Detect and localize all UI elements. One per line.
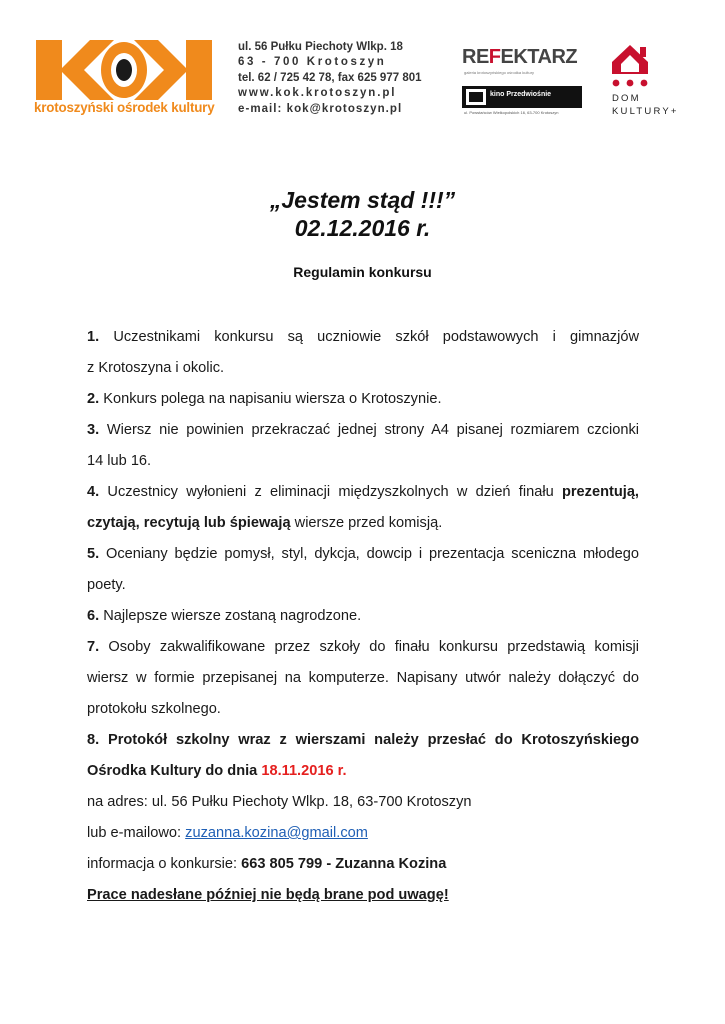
document-subtitle: Regulamin konkursu bbox=[293, 264, 432, 280]
late-submission-notice: Prace nadesłane później nie będą brane pod uwagę! bbox=[87, 887, 449, 903]
rules-list bbox=[87, 322, 639, 911]
rule-5-cont: poety. bbox=[87, 577, 126, 593]
rule-3-cont: 14 lub 16. bbox=[87, 453, 152, 469]
rule-8: 8. Protokół szkolny wraz z wierszami należy przesłać do Krotoszyńskiego bbox=[87, 732, 639, 748]
rule-3: 3. Wiersz nie powinien przekraczać jednej strony A4 pisanej rozmiarem czcionki bbox=[87, 422, 639, 438]
rule-7: 7. Osoby zakwalifikowane przez szkoły do finału konkursu przedstawią komisji bbox=[87, 639, 639, 655]
rule-5: 5. Oceniany będzie pomysł, styl, dykcja, dowcip i prezentacja sceniczna młodego bbox=[87, 546, 639, 562]
rule-4-cont: czytają, recytują lub śpiewają wiersze przed komisją. bbox=[87, 515, 443, 531]
contact-street: ul. 56 Pułku Piechoty Wlkp. 18 bbox=[238, 41, 403, 53]
contact-block bbox=[238, 40, 448, 117]
document-title: „Jestem stąd !!!” bbox=[269, 187, 456, 213]
document-date: 02.12.2016 r. bbox=[294, 215, 431, 241]
kino-logo bbox=[462, 86, 582, 108]
kino-label: kino Przedwiośnie bbox=[490, 91, 552, 98]
address-line: na adres: ul. 56 Pułku Piechoty Wlkp. 18, 63-700 Krotoszyn bbox=[87, 794, 472, 810]
dom-kultury-text: DOM KULTURY+ bbox=[612, 93, 679, 117]
refektarz-logo bbox=[462, 46, 586, 120]
kino-address: ul. Powstańców Wielkopolskich 16, 63-700 Krotoszyn bbox=[464, 110, 559, 115]
contact-email: e-mail: kok@krotoszyn.pl bbox=[238, 102, 403, 115]
kok-logo-caption: krotoszyński ośrodek kultury bbox=[34, 100, 215, 115]
refektarz-subtitle: galeria krotoszyńskiego ośrodka kultury bbox=[464, 70, 535, 75]
letterhead bbox=[0, 0, 725, 135]
email-line: lub e-mailowo: zuzanna.kozina@gmail.com bbox=[87, 825, 368, 841]
deadline-date: 18.11.2016 r. bbox=[261, 763, 347, 779]
refektarz-title: REFEKTARZ bbox=[462, 46, 578, 68]
rule-6: 6. Najlepsze wiersze zostaną nagrodzone. bbox=[87, 608, 362, 624]
info-contact: 663 805 799 - Zuzanna Kozina bbox=[241, 856, 447, 872]
contact-phone: tel. 62 / 725 42 78, fax 625 977 801 bbox=[238, 71, 422, 84]
contact-website: www.kok.krotoszyn.pl bbox=[238, 87, 397, 100]
kok-logo-mark bbox=[34, 40, 214, 100]
rule-1-cont: z Krotoszyna i okolic. bbox=[87, 360, 225, 376]
rule-8-cont: Ośrodka Kultury do dnia 18.11.2016 r. bbox=[87, 763, 347, 779]
rule-7-cont: wiersz w formie przepisanej na komputerze. Napisany utwór należy dołączyć do bbox=[87, 670, 639, 686]
dom-kultury-logo bbox=[604, 42, 714, 122]
kok-logo bbox=[34, 40, 214, 125]
contact-city: 63 - 700 Krotoszyn bbox=[238, 56, 387, 69]
film-icon bbox=[464, 86, 488, 108]
rule-1: 1. Uczestnikami konkursu są uczniowie szkół podstawowych i gimnazjów bbox=[87, 329, 639, 345]
info-line: informacja o konkursie: 663 805 799 - Zuzanna Kozina bbox=[87, 856, 447, 872]
rule-2: 2. Konkurs polega na napisaniu wiersza o Krotoszynie. bbox=[87, 391, 442, 407]
rule-7-cont2: protokołu szkolnego. bbox=[87, 701, 221, 717]
house-icon bbox=[608, 42, 658, 92]
email-link[interactable]: zuzanna.kozina@gmail.com bbox=[185, 825, 368, 841]
rule-4: 4. Uczestnicy wyłonieni z eliminacji międzyszkolnych w dzień finału prezentują, bbox=[87, 484, 639, 500]
